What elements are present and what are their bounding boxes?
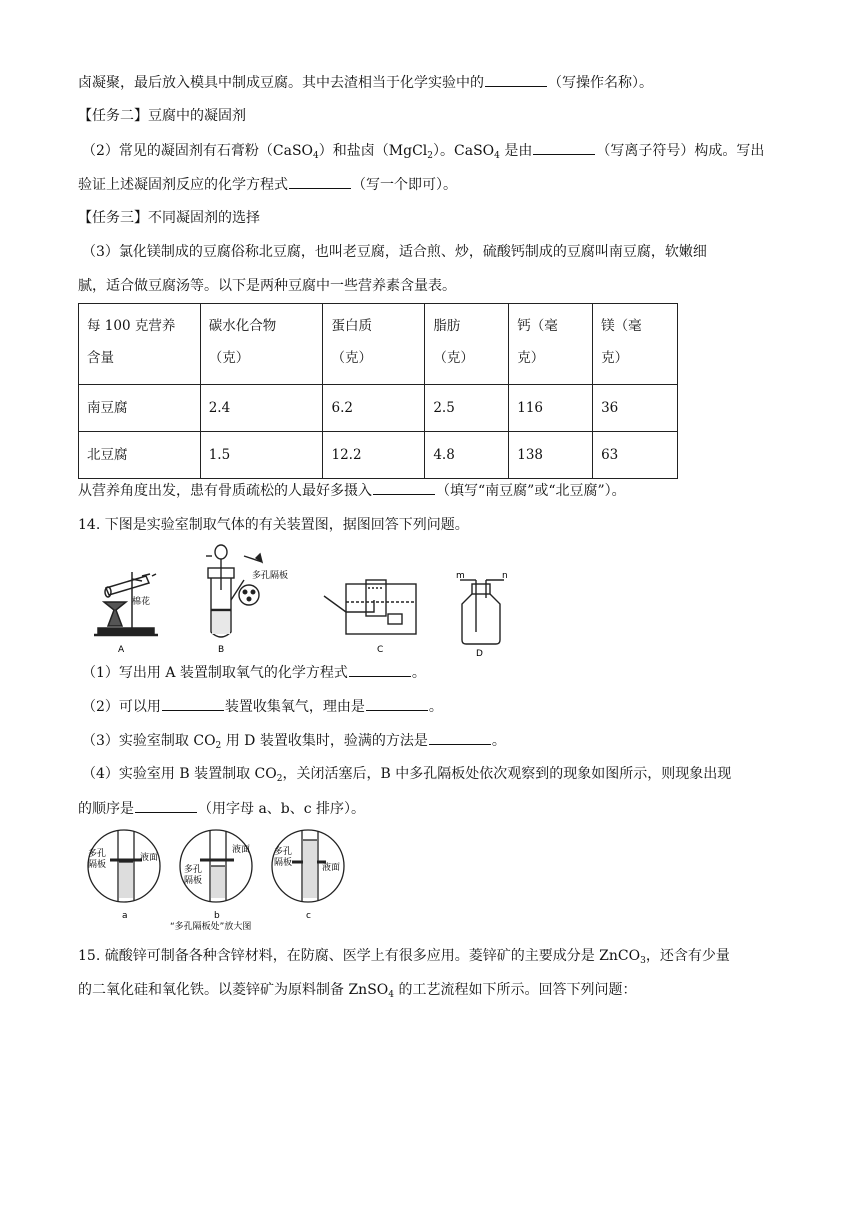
answer-blank[interactable] bbox=[289, 174, 351, 189]
question-line bbox=[78, 480, 626, 501]
answer-blank[interactable] bbox=[135, 798, 197, 813]
zoom-caption: “多孔隔板处”放大图 bbox=[170, 922, 252, 930]
answer-blank[interactable] bbox=[349, 662, 411, 677]
zoom-label: b bbox=[214, 911, 220, 921]
table-header-cell: 蛋白质 （克） bbox=[323, 304, 425, 385]
question-line: 腻，适合做豆腐汤等。以下是两种豆腐中一些营养素含量表。 bbox=[78, 278, 456, 294]
text: 用 D 装置收集时，验满的方法是 bbox=[221, 733, 428, 749]
nutrition-table bbox=[78, 303, 678, 479]
subscript: 2 bbox=[215, 741, 222, 751]
text: 是由 bbox=[499, 143, 533, 159]
text: 验证上述凝固剂反应的化学方程式 bbox=[78, 177, 288, 193]
liquid-label: 液面 bbox=[322, 863, 341, 873]
text: 卤凝聚，最后放入模具中制成豆腐。其中去渣相当于化学实验中的 bbox=[78, 75, 484, 91]
table-cell: 12.2 bbox=[323, 432, 425, 479]
table-cell: 南豆腐 bbox=[79, 385, 201, 432]
plate-label: 多孔 bbox=[274, 847, 293, 857]
tube-m-label: m bbox=[456, 571, 465, 581]
text: （2）常见的凝固剂有石膏粉（CaSO bbox=[82, 143, 314, 159]
tube-n-label: n bbox=[502, 571, 508, 581]
question-line bbox=[78, 174, 457, 195]
answer-blank[interactable] bbox=[373, 480, 435, 495]
table-header-row bbox=[79, 304, 678, 385]
subscript: 4 bbox=[494, 151, 500, 161]
text: 。 bbox=[411, 665, 426, 681]
plate-label: 多孔 bbox=[184, 865, 203, 875]
text: （写一个即可）。 bbox=[352, 177, 457, 193]
question-line bbox=[82, 764, 731, 789]
table-header-cell: 镁（毫 克） bbox=[593, 304, 678, 385]
section-title: 【任务二】豆腐中的凝固剂 bbox=[78, 108, 246, 124]
table-header-cell: 脂肪 （克） bbox=[425, 304, 509, 385]
zoom-figure bbox=[82, 826, 362, 930]
text: ）和盐卤（MgCl bbox=[318, 143, 428, 159]
question-line bbox=[82, 730, 506, 756]
question-line: （3）氯化镁制成的豆腐俗称北豆腐，也叫老豆腐，适合煎、炒，硫酸钙制成的豆腐叫南豆腐，软嫩细 bbox=[82, 244, 707, 260]
table-cell: 北豆腐 bbox=[79, 432, 201, 479]
table-header-cell: 碳水化合物 （克） bbox=[200, 304, 323, 385]
table-cell: 2.4 bbox=[200, 385, 323, 432]
plate-label: 隔板 bbox=[184, 876, 203, 886]
text: 的二氧化硅和氧化铁。以菱锌矿为原料制备 ZnSO bbox=[78, 982, 389, 998]
question-line bbox=[82, 696, 443, 717]
liquid-label: 液面 bbox=[140, 853, 159, 863]
answer-blank[interactable] bbox=[366, 696, 428, 711]
zoom-label: c bbox=[306, 911, 311, 921]
text: （写操作名称）。 bbox=[548, 75, 653, 91]
table-cell: 4.8 bbox=[425, 432, 509, 479]
apparatus-c-drawing bbox=[324, 580, 416, 634]
apparatus-label: B bbox=[218, 645, 225, 655]
apparatus-d-drawing bbox=[460, 580, 504, 644]
apparatus-figure bbox=[84, 540, 524, 658]
table-header-cell: 钙（毫 克） bbox=[509, 304, 593, 385]
table-cell: 36 bbox=[593, 385, 678, 432]
text: （填写“南豆腐”或“北豆腐”）。 bbox=[436, 483, 626, 499]
text: ，还含有少量 bbox=[645, 948, 730, 964]
table-header-cell: 每 100 克营养 含量 bbox=[79, 304, 201, 385]
question-title bbox=[78, 946, 730, 971]
text: 。 bbox=[491, 733, 506, 749]
text: （用字母 a、b、c 排序）。 bbox=[198, 801, 366, 817]
plate-label: 隔板 bbox=[274, 858, 293, 868]
zoom-label: a bbox=[122, 911, 128, 921]
table-cell: 63 bbox=[593, 432, 678, 479]
text: 15. 硫酸锌可制备各种含锌材料，在防腐、医学上有很多应用。菱锌矿的主要成分是 ZnCO bbox=[78, 948, 641, 964]
question-line bbox=[82, 140, 764, 166]
text: （2）可以用 bbox=[82, 699, 161, 715]
subscript: 2 bbox=[276, 774, 283, 784]
table-row bbox=[79, 385, 678, 432]
text: （4）实验室用 B 装置制取 CO bbox=[82, 766, 277, 782]
section-title: 【任务三】不同凝固剂的选择 bbox=[78, 210, 260, 226]
apparatus-b-drawing bbox=[206, 545, 262, 637]
text: ）。CaSO bbox=[433, 143, 495, 159]
text-line bbox=[78, 72, 653, 93]
text: （写离子符号）构成。写出 bbox=[596, 143, 765, 159]
text: ，关闭活塞后，B 中多孔隔板处依次观察到的现象如图所示，则现象出现 bbox=[282, 766, 732, 782]
text: 装置收集氧气，理由是 bbox=[224, 699, 365, 715]
table-cell: 1.5 bbox=[200, 432, 323, 479]
text: 从营养角度出发，患有骨质疏松的人最好多摄入 bbox=[78, 483, 372, 499]
text: （3）实验室制取 CO bbox=[82, 733, 216, 749]
answer-blank[interactable] bbox=[162, 696, 224, 711]
apparatus-label: A bbox=[118, 645, 125, 655]
apparatus-label: D bbox=[476, 649, 483, 658]
text: 的工艺流程如下所示。回答下列问题： bbox=[394, 982, 637, 998]
table-row bbox=[79, 432, 678, 479]
question-line bbox=[78, 980, 636, 1005]
text: 的顺序是 bbox=[78, 801, 134, 817]
answer-blank[interactable] bbox=[429, 730, 491, 745]
perforated-plate-label: 多孔隔板 bbox=[252, 571, 289, 581]
apparatus-label: C bbox=[377, 645, 384, 655]
text: （1）写出用 A 装置制取氧气的化学方程式 bbox=[82, 665, 348, 681]
subscript: 4 bbox=[388, 990, 394, 1000]
subscript: 2 bbox=[427, 151, 434, 161]
liquid-label: 液面 bbox=[232, 845, 251, 855]
cotton-label: 棉花 bbox=[132, 597, 151, 607]
plate-label: 多孔 bbox=[88, 849, 107, 859]
text: 。 bbox=[428, 699, 443, 715]
plate-label: 隔板 bbox=[88, 860, 107, 870]
table-cell: 2.5 bbox=[425, 385, 509, 432]
answer-blank[interactable] bbox=[485, 72, 547, 87]
answer-blank[interactable] bbox=[533, 140, 595, 155]
question-line bbox=[78, 798, 365, 819]
question-title: 14. 下图是实验室制取气体的有关装置图，据图回答下列问题。 bbox=[78, 517, 469, 533]
subscript: 4 bbox=[313, 151, 319, 161]
table-cell: 116 bbox=[509, 385, 593, 432]
question-line bbox=[82, 662, 426, 683]
subscript: 3 bbox=[640, 956, 646, 966]
table-cell: 138 bbox=[509, 432, 593, 479]
table-cell: 6.2 bbox=[323, 385, 425, 432]
